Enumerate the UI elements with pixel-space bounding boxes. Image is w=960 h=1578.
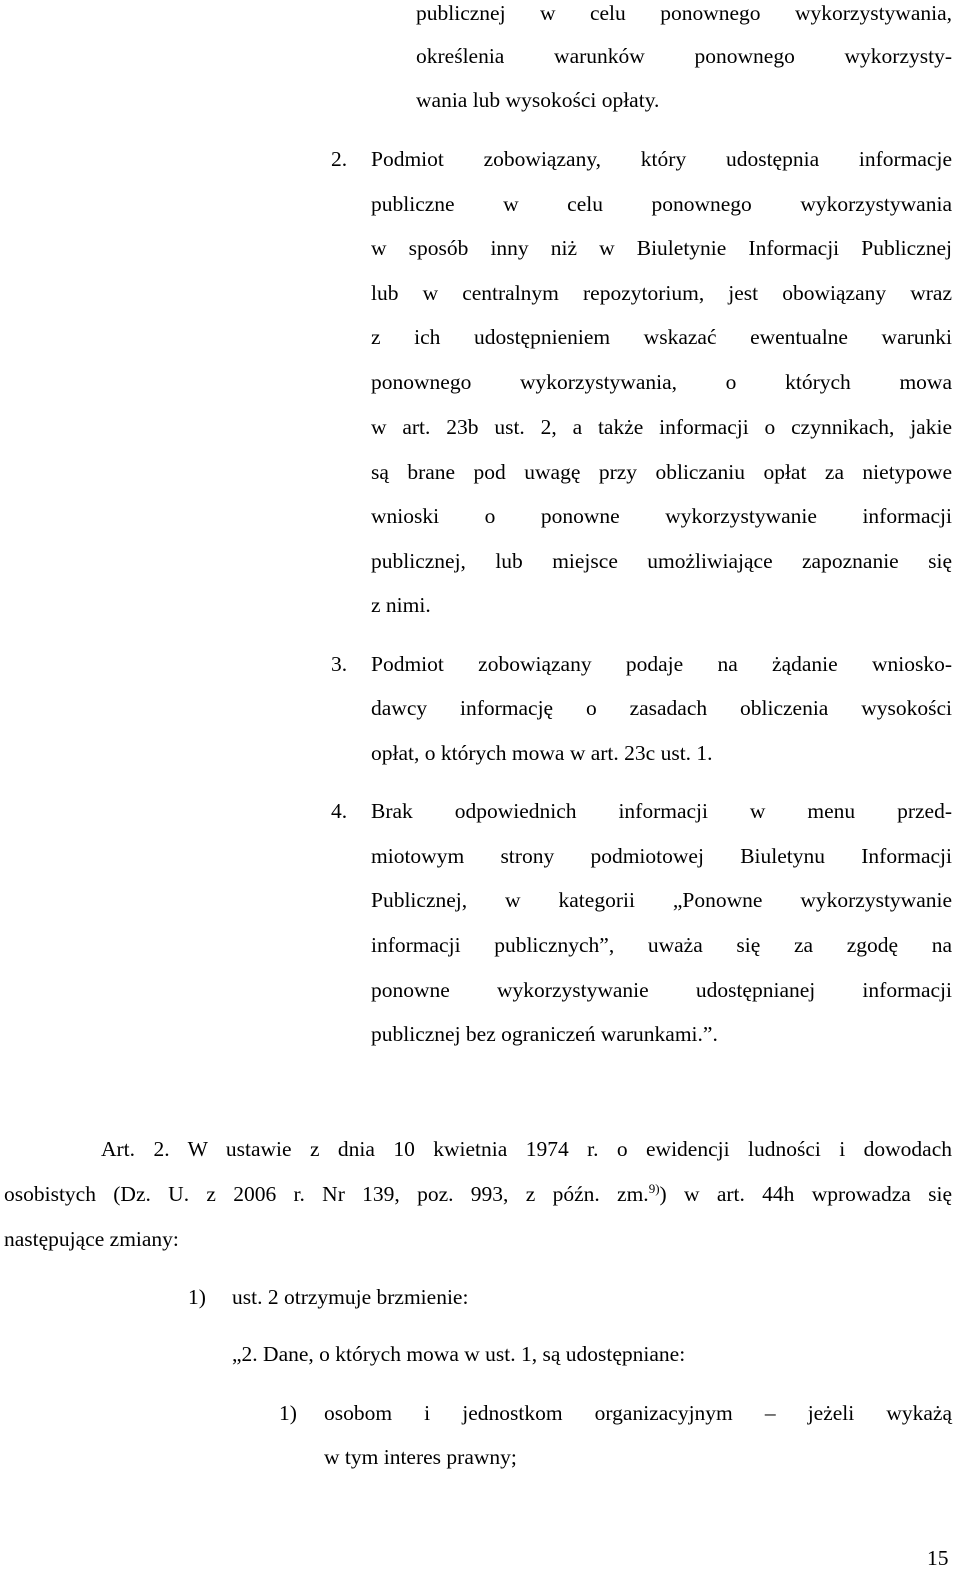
text-line: w sposób inny niż w Biuletynie Informacji Publicznej	[371, 236, 952, 260]
article-line	[4, 1181, 952, 1207]
paragraph-number: 4.	[331, 799, 348, 823]
page-number: 15	[927, 1546, 949, 1570]
text-line: lub w centralnym repozytorium, jest obowiązany wraz	[371, 281, 952, 305]
paragraph-number: 3.	[331, 652, 348, 676]
text-line: opłat, o których mowa w art. 23c ust. 1.	[371, 741, 713, 765]
subitem-text: w tym interes prawny;	[324, 1445, 517, 1469]
article-heading-line: Art. 2. W ustawie z dnia 10 kwietnia 1974 r. o ewidencji ludności i dowodach	[101, 1137, 952, 1161]
text-line: określenia warunków ponownego wykorzysty-	[416, 44, 952, 68]
text-line: są brane pod uwagę przy obliczaniu opłat za nietypowe	[371, 460, 952, 484]
footnote-ref: 9)	[648, 1180, 660, 1196]
item-number: 1)	[188, 1285, 206, 1309]
subitem-text: osobom i jednostkom organizacyjnym – jeżeli wykażą	[324, 1401, 952, 1425]
text-line: wnioski o ponowne wykorzystywanie informacji	[371, 504, 952, 528]
text-line: wania lub wysokości opłaty.	[416, 88, 660, 112]
paragraph-number: 2.	[331, 147, 348, 171]
text-line: dawcy informację o zasadach obliczenia wysokości	[371, 696, 952, 720]
text-line: informacji publicznych”, uważa się za zgodę na	[371, 933, 952, 957]
text-line: z nimi.	[371, 593, 431, 617]
text-line: publicznej w celu ponownego wykorzystywania,	[416, 1, 952, 25]
quoted-provision: „2. Dane, o których mowa w ust. 1, są udostępniane:	[232, 1342, 686, 1366]
text-line: Publicznej, w kategorii „Ponowne wykorzystywanie	[371, 888, 952, 912]
item-text: ust. 2 otrzymuje brzmienie:	[232, 1285, 469, 1309]
text-line: Brak odpowiednich informacji w menu przed-	[371, 799, 952, 823]
text-line: ponownego wykorzystywania, o których mowa	[371, 370, 952, 394]
subitem-number: 1)	[279, 1401, 297, 1425]
text-line: Podmiot zobowiązany, który udostępnia informacje	[371, 147, 952, 171]
text-line: publiczne w celu ponownego wykorzystywania	[371, 192, 952, 216]
text-line: miotowym strony podmiotowej Biuletynu Informacji	[371, 844, 952, 868]
text-line: z ich udostępnieniem wskazać ewentualne warunki	[371, 325, 952, 349]
text-line: ponowne wykorzystywanie udostępnianej informacji	[371, 978, 952, 1002]
article-line-text: osobistych (Dz. U. z 2006 r. Nr 139, poz. 993, z późn. zm.	[4, 1182, 649, 1206]
text-line: w art. 23b ust. 2, a także informacji o czynnikach, jakie	[371, 415, 952, 439]
text-line: publicznej, lub miejsce umożliwiające zapoznanie się	[371, 549, 952, 573]
text-line: Podmiot zobowiązany podaje na żądanie wniosko-	[371, 652, 952, 676]
article-line: następujące zmiany:	[4, 1227, 179, 1251]
article-line-text: ) w art. 44h wprowadza się	[659, 1182, 952, 1206]
text-line: publicznej bez ograniczeń warunkami.”.	[371, 1022, 718, 1046]
